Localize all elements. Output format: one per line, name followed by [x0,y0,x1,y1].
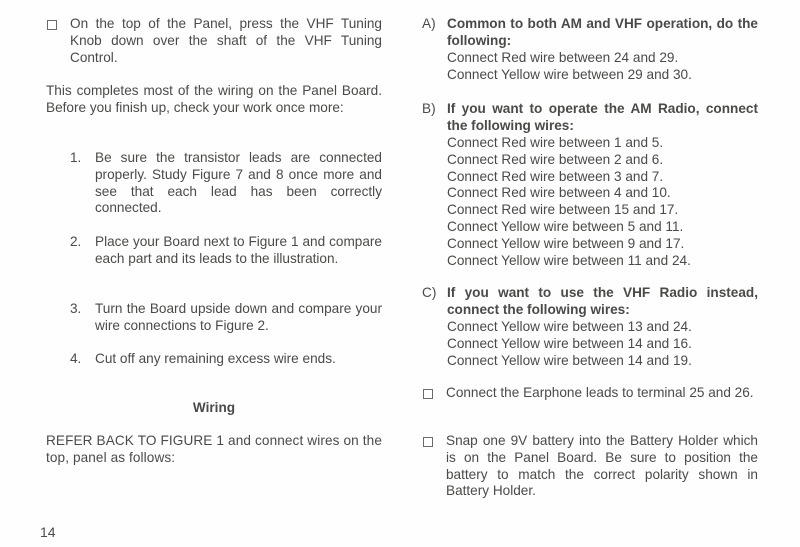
page-number: 14 [40,524,56,540]
wire-instruction: Connect Yellow wire between 11 and 24. [447,252,691,268]
wire-instruction: Connect Yellow wire between 14 and 19. [447,352,692,368]
section-heading: If you want to operate the AM Radio, connect the following wires: [447,101,758,133]
wire-instruction: Connect Yellow wire between 29 and 30. [447,66,692,82]
section-b-am-radio [422,101,758,271]
checklist-text: Connect the Earphone leads to terminal 25 and 26. [446,385,754,400]
checklist-item-battery [422,433,758,503]
wire-instruction: Connect Yellow wire between 5 and 11. [447,218,684,234]
section-letter: B) [422,101,436,116]
wire-list [447,50,758,84]
checklist-item-vhf-knob [46,16,382,68]
wire-instruction: Connect Yellow wire between 14 and 16. [447,335,692,351]
wire-instruction: Connect Yellow wire between 13 and 24. [447,319,692,334]
wire-instruction: Connect Red wire between 4 and 10. [447,185,671,201]
list-item-2 [46,234,382,286]
list-item-4 [46,351,382,371]
wiring-intro: REFER BACK TO FIGURE 1 and connect wires on the top, panel as follows: [46,433,382,465]
list-number: 4. [70,351,82,366]
list-text: Cut off any remaining excess wire ends. [95,351,336,366]
list-number: 2. [70,234,82,249]
list-text: Be sure the transistor leads are connected properly. Study Figure 7 and 8 once more and see that each lead has been correctly connected. [95,150,382,216]
section-heading-wiring: Wiring [192,400,236,415]
wire-instruction: Connect Red wire between 1 and 5. [447,135,664,150]
section-letter: C) [422,285,437,300]
list-text: Turn the Board upside down and compare your wire connections to Figure 2. [95,301,382,333]
wire-instruction: Connect Red wire between 2 and 6. [447,151,664,167]
list-item-1 [46,150,382,220]
section-letter: A) [422,16,436,31]
checkbox-icon[interactable] [47,20,57,30]
wire-instruction: Connect Red wire between 3 and 7. [447,168,664,184]
wire-list [447,135,758,269]
list-text: Place your Board next to Figure 1 and compare each part and its leads to the illustration. [95,234,382,266]
list-number: 1. [70,150,82,165]
list-number: 3. [70,301,82,316]
checkbox-icon[interactable] [423,437,433,447]
section-c-vhf-radio [422,285,758,375]
section-heading: If you want to use the VHF Radio instead, connect the following wires: [447,285,758,317]
checkbox-icon[interactable] [423,389,433,399]
section-a-common [422,16,758,86]
section-heading: Common to both AM and VHF operation, do the following: [447,16,758,48]
checklist-text: Snap one 9V battery into the Battery Holder which is on the Panel Board. Be sure to position the battery to match the correct polarity shown in Battery Holder. [446,433,758,499]
checklist-text: On the top of the Panel, press the VHF Tuning Knob down over the shaft of the VHF Tuning Control. [70,16,382,65]
list-item-3 [46,301,382,337]
wire-instruction: Connect Red wire between 15 and 17. [447,202,679,218]
intro-paragraph: This completes most of the wiring on the Panel Board. Before you finish up, check your work once more: [46,83,382,115]
checklist-item-earphone [422,385,758,421]
wire-instruction: Connect Red wire between 24 and 29. [447,50,679,65]
wire-list [447,319,758,369]
wire-instruction: Connect Yellow wire between 9 and 17. [447,235,685,251]
